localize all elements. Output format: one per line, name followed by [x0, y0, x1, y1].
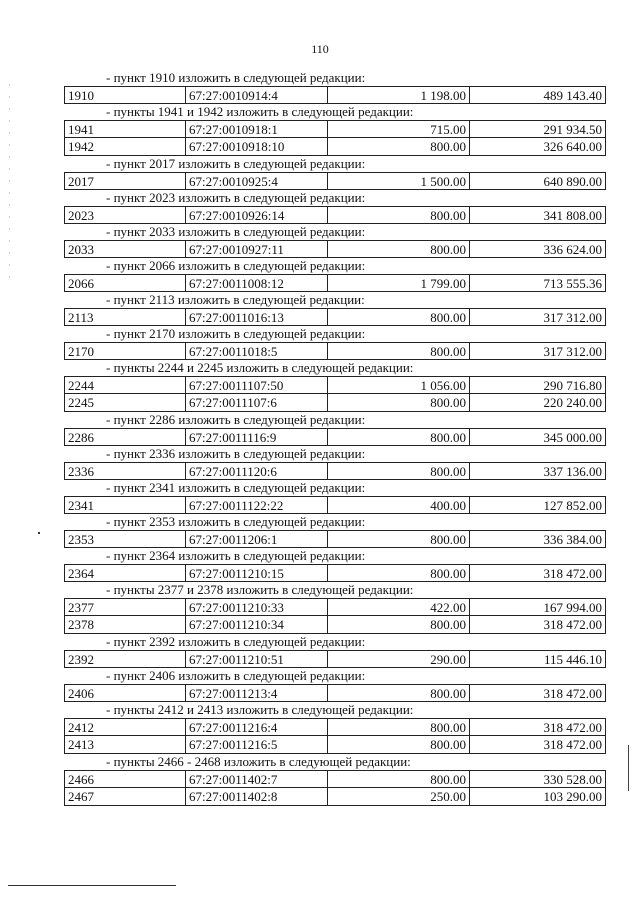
table-row	[64, 496, 606, 514]
cadastral-number-cell: 67:27:0011210:34	[186, 616, 328, 633]
amendment-table	[64, 376, 606, 412]
value-cell: 291 934.50	[543, 122, 602, 137]
page-number: 110	[311, 42, 329, 56]
amendment-table	[64, 342, 606, 360]
table-row	[64, 120, 606, 138]
value-cell: 318 472.00	[543, 720, 602, 735]
amendment-table	[64, 564, 606, 582]
item-number-cell: 2467	[65, 788, 186, 805]
amendment-table	[64, 172, 606, 190]
section-heading: - пункт 2023 изложить в следующей редакции:	[106, 190, 366, 205]
margin-dots: · · · · · · · · · · · · · · · · ·	[8, 81, 11, 282]
area-cell: 800.00	[328, 565, 470, 581]
table-row	[64, 428, 606, 446]
amendment-table	[64, 120, 606, 156]
item-number-cell: 2245	[65, 394, 186, 411]
value-cell: 127 852.00	[543, 498, 602, 513]
value-cell: 341 808.00	[543, 208, 602, 223]
amendment-table	[64, 718, 606, 754]
amendment-table	[64, 770, 606, 806]
item-number-cell: 2353	[65, 531, 186, 547]
item-number-cell: 2170	[65, 343, 186, 359]
scan-speck	[38, 532, 40, 534]
area-cell: 800.00	[328, 531, 470, 547]
amendment-table	[64, 496, 606, 514]
area-cell: 1 500.00	[328, 173, 470, 189]
table-row	[64, 342, 606, 360]
item-number-cell: 2033	[65, 241, 186, 257]
value-cell: 336 384.00	[543, 532, 602, 547]
item-number-cell: 2466	[65, 771, 186, 787]
section-heading: - пункт 2406 изложить в следующей редакции:	[106, 668, 366, 683]
item-number-cell: 1942	[65, 138, 186, 155]
table-row	[64, 172, 606, 190]
section-heading: - пункт 2170 изложить в следующей редакции:	[106, 326, 366, 341]
table-row	[64, 394, 606, 412]
value-cell: 290 716.80	[543, 378, 602, 393]
amendment-table	[64, 650, 606, 668]
section-heading: - пункты 2244 и 2245 изложить в следующей редакции:	[106, 360, 414, 375]
section-heading: - пункт 2033 изложить в следующей редакции:	[106, 224, 366, 239]
item-number-cell: 2066	[65, 275, 186, 291]
table-row	[64, 718, 606, 736]
amendment-table	[64, 598, 606, 634]
cadastral-number-cell: 67:27:0011216:4	[186, 719, 328, 735]
table-row	[64, 530, 606, 548]
cadastral-number-cell: 67:27:0010927:11	[186, 241, 328, 257]
cadastral-number-cell: 67:27:0011402:7	[186, 771, 328, 787]
cadastral-number-cell: 67:27:0011018:5	[186, 343, 328, 359]
amendment-table	[64, 428, 606, 446]
item-number-cell: 2377	[65, 599, 186, 615]
area-cell: 800.00	[328, 736, 470, 753]
cadastral-number-cell: 67:27:0011122:22	[186, 497, 328, 513]
cadastral-number-cell: 67:27:0010926:14	[186, 207, 328, 223]
value-cell: 317 312.00	[543, 310, 602, 325]
cadastral-number-cell: 67:27:0011402:8	[186, 788, 328, 805]
footnote-rule	[8, 885, 176, 886]
value-cell: 713 555.36	[543, 276, 602, 291]
value-cell: 115 446.10	[543, 652, 602, 667]
item-number-cell: 2413	[65, 736, 186, 753]
item-number-cell: 1941	[65, 121, 186, 137]
cadastral-number-cell: 67:27:0010925:4	[186, 173, 328, 189]
value-cell: 640 890.00	[543, 174, 602, 189]
section-heading: - пункт 2286 изложить в следующей редакции:	[106, 412, 366, 427]
table-row	[64, 736, 606, 754]
area-cell: 800.00	[328, 616, 470, 633]
cadastral-number-cell: 67:27:0011016:13	[186, 309, 328, 325]
cadastral-number-cell: 67:27:0010918:10	[186, 138, 328, 155]
area-cell: 1 198.00	[328, 87, 470, 103]
area-cell: 1 056.00	[328, 377, 470, 393]
table-row	[64, 598, 606, 616]
table-row	[64, 308, 606, 326]
section-heading: - пункты 1941 и 1942 изложить в следующей редакции:	[106, 104, 414, 119]
section-heading: - пункт 2392 изложить в следующей редакции:	[106, 634, 366, 649]
cadastral-number-cell: 67:27:0011120:6	[186, 463, 328, 479]
item-number-cell: 2113	[65, 309, 186, 325]
table-row	[64, 240, 606, 258]
table-row	[64, 770, 606, 788]
section-heading: - пункт 2113 изложить в следующей редакции:	[106, 292, 365, 307]
area-cell: 715.00	[328, 121, 470, 137]
item-number-cell: 2392	[65, 651, 186, 667]
item-number-cell: 2244	[65, 377, 186, 393]
area-cell: 800.00	[328, 207, 470, 223]
area-cell: 400.00	[328, 497, 470, 513]
value-cell: 318 472.00	[543, 737, 602, 752]
item-number-cell: 2023	[65, 207, 186, 223]
section-heading: - пункт 2336 изложить в следующей редакции:	[106, 446, 366, 461]
table-row	[64, 650, 606, 668]
value-cell: 103 290.00	[543, 789, 602, 804]
table-row	[64, 684, 606, 702]
value-cell: 326 640.00	[543, 139, 602, 154]
value-cell: 345 000.00	[543, 430, 602, 445]
item-number-cell: 2341	[65, 497, 186, 513]
section-heading: - пункты 2377 и 2378 изложить в следующей редакции:	[106, 582, 414, 597]
area-cell: 800.00	[328, 343, 470, 359]
area-cell: 1 799.00	[328, 275, 470, 291]
table-row	[64, 274, 606, 292]
area-cell: 800.00	[328, 309, 470, 325]
item-number-cell: 2336	[65, 463, 186, 479]
value-cell: 220 240.00	[543, 395, 602, 410]
section-heading: - пункт 2364 изложить в следующей редакции:	[106, 548, 366, 563]
amendment-table	[64, 274, 606, 292]
cadastral-number-cell: 67:27:0011008:12	[186, 275, 328, 291]
table-row	[64, 138, 606, 156]
cadastral-number-cell: 67:27:0011216:5	[186, 736, 328, 753]
area-cell: 290.00	[328, 651, 470, 667]
area-cell: 422.00	[328, 599, 470, 615]
item-number-cell: 2378	[65, 616, 186, 633]
value-cell: 318 472.00	[543, 686, 602, 701]
table-row	[64, 86, 606, 104]
value-cell: 317 312.00	[543, 344, 602, 359]
area-cell: 800.00	[328, 394, 470, 411]
table-row	[64, 462, 606, 480]
section-heading: - пункты 2466 - 2468 изложить в следующей редакции:	[106, 754, 411, 769]
value-cell: 167 994.00	[543, 600, 602, 615]
area-cell: 800.00	[328, 463, 470, 479]
section-heading: - пункт 2341 изложить в следующей редакции:	[106, 480, 366, 495]
amendment-table	[64, 240, 606, 258]
cadastral-number-cell: 67:27:0011210:15	[186, 565, 328, 581]
area-cell: 800.00	[328, 241, 470, 257]
value-cell: 337 136.00	[543, 464, 602, 479]
area-cell: 800.00	[328, 429, 470, 445]
scan-edge-line	[628, 745, 629, 791]
area-cell: 250.00	[328, 788, 470, 805]
cadastral-number-cell: 67:27:0011107:6	[186, 394, 328, 411]
cadastral-number-cell: 67:27:0011210:51	[186, 651, 328, 667]
area-cell: 800.00	[328, 719, 470, 735]
cadastral-number-cell: 67:27:0011206:1	[186, 531, 328, 547]
value-cell: 330 528.00	[543, 772, 602, 787]
cadastral-number-cell: 67:27:0010914:4	[186, 87, 328, 103]
cadastral-number-cell: 67:27:0011210:33	[186, 599, 328, 615]
cadastral-number-cell: 67:27:0011213:4	[186, 685, 328, 701]
amendment-table	[64, 530, 606, 548]
item-number-cell: 2364	[65, 565, 186, 581]
item-number-cell: 2286	[65, 429, 186, 445]
value-cell: 318 472.00	[543, 617, 602, 632]
value-cell: 318 472.00	[543, 566, 602, 581]
section-heading: - пункт 2066 изложить в следующей редакции:	[106, 258, 366, 273]
amendment-table	[64, 86, 606, 104]
section-heading: - пункт 1910 изложить в следующей редакции:	[106, 70, 366, 85]
amendment-table	[64, 308, 606, 326]
section-heading: - пункт 2353 изложить в следующей редакции:	[106, 514, 366, 529]
item-number-cell: 2406	[65, 685, 186, 701]
table-row	[64, 564, 606, 582]
area-cell: 800.00	[328, 685, 470, 701]
table-row	[64, 206, 606, 224]
table-row	[64, 376, 606, 394]
value-cell: 336 624.00	[543, 242, 602, 257]
section-heading: - пункты 2412 и 2413 изложить в следующей редакции:	[106, 702, 414, 717]
item-number-cell: 2412	[65, 719, 186, 735]
cadastral-number-cell: 67:27:0011116:9	[186, 429, 328, 445]
cadastral-number-cell: 67:27:0011107:50	[186, 377, 328, 393]
section-heading: - пункт 2017 изложить в следующей редакции:	[106, 156, 366, 171]
amendment-table	[64, 206, 606, 224]
amendment-table	[64, 684, 606, 702]
cadastral-number-cell: 67:27:0010918:1	[186, 121, 328, 137]
area-cell: 800.00	[328, 771, 470, 787]
table-row	[64, 788, 606, 806]
value-cell: 489 143.40	[543, 88, 602, 103]
item-number-cell: 1910	[65, 87, 186, 103]
table-row	[64, 616, 606, 634]
amendment-table	[64, 462, 606, 480]
amendment-list	[64, 70, 606, 806]
item-number-cell: 2017	[65, 173, 186, 189]
area-cell: 800.00	[328, 138, 470, 155]
